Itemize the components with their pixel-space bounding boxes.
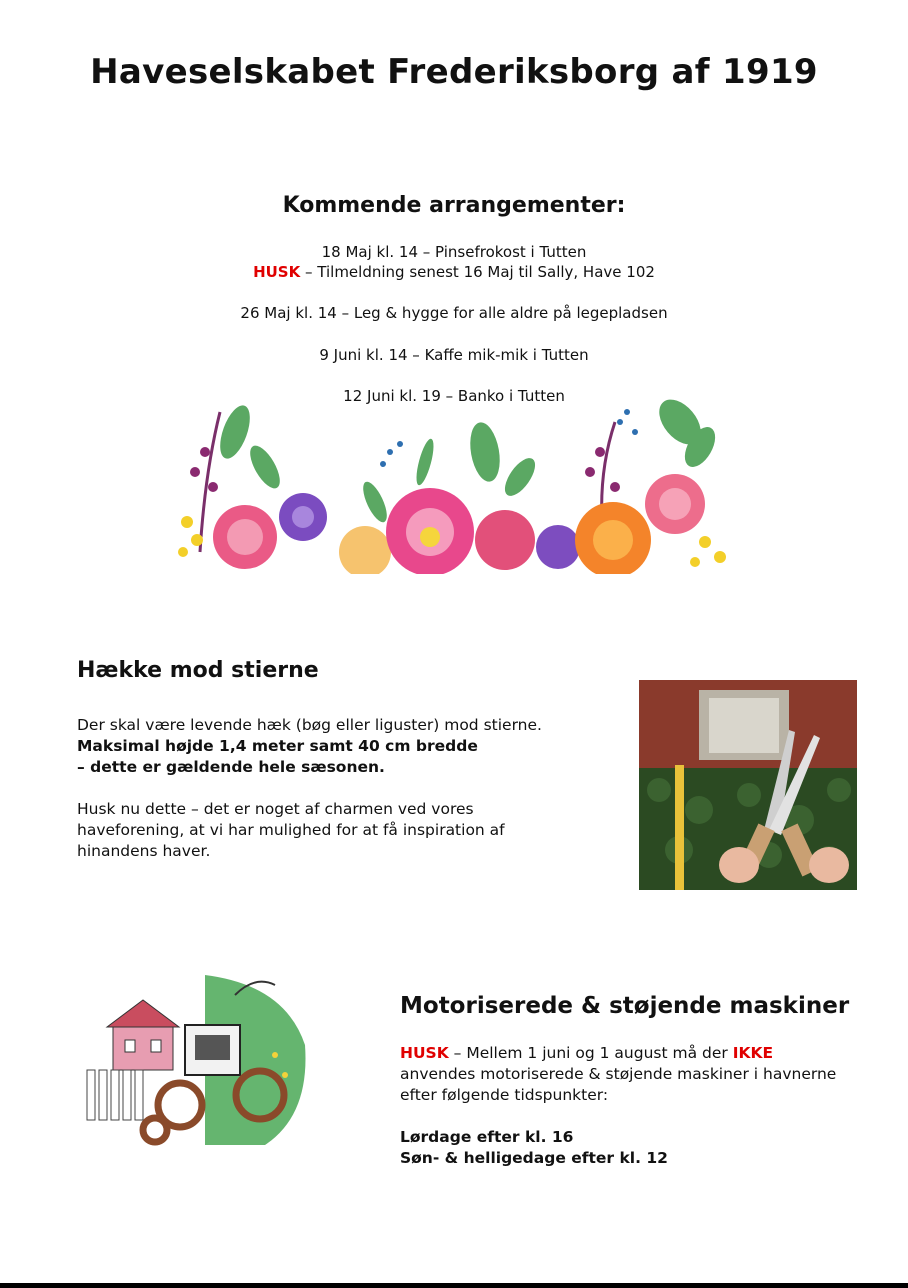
machines-rule-line: anvendes motoriserede & støjende maskiner i havnerne xyxy=(400,1065,837,1083)
hedge-rule-line: Der skal være levende hæk (bøg eller liguster) mod stierne. xyxy=(77,716,542,734)
hedge-reminder-line: Husk nu dette – det er noget af charmen ved vores xyxy=(77,800,474,818)
machines-rule-text: – Mellem 1 juni og 1 august må der xyxy=(448,1044,733,1062)
machines-text-block xyxy=(400,1043,890,1169)
flower-border-illustration xyxy=(175,392,735,574)
event-reminder xyxy=(0,262,908,282)
husk-label: HUSK xyxy=(400,1044,449,1062)
hedge-heading: Hække mod stierne xyxy=(77,658,319,683)
machines-rule-line xyxy=(400,1043,890,1064)
ikke-label: IKKE xyxy=(732,1044,774,1062)
machines-rule-line: efter følgende tidspunkter: xyxy=(400,1086,609,1104)
page-title: Haveselskabet Frederiksborg af 1919 xyxy=(90,52,818,92)
reminder-text: – Tilmeldning senest 16 Maj til Sally, Have 102 xyxy=(300,263,655,281)
event-item: 9 Juni kl. 14 – Kaffe mik-mik i Tutten xyxy=(319,346,589,364)
events-heading: Kommende arrangementer: xyxy=(282,193,626,218)
machines-heading: Motoriserede & støjende maskiner xyxy=(400,993,850,1019)
hedge-season-note: – dette er gældende hele sæsonen. xyxy=(77,758,385,776)
event-item: 26 Maj kl. 14 – Leg & hygge for alle aldre på legepladsen xyxy=(240,304,668,322)
hedge-max-height: Maksimal højde 1,4 meter samt 40 cm bredde xyxy=(77,737,478,755)
husk-label: HUSK xyxy=(253,263,301,281)
lawnmower-cartoon xyxy=(85,955,310,1150)
event-item: 12 Juni kl. 19 – Banko i Tutten xyxy=(343,387,565,405)
hedge-reminder-line: haveforening, at vi har mulighed for at få inspiration af xyxy=(77,821,505,839)
event-item: 18 Maj kl. 14 – Pinsefrokost i Tutten xyxy=(321,243,587,261)
hedge-reminder-line: hinandens haver. xyxy=(77,842,211,860)
sunday-holiday-time: Søn- & helligedage efter kl. 12 xyxy=(400,1149,668,1167)
hedge-shears-photo xyxy=(639,680,857,890)
saturday-time: Lørdage efter kl. 16 xyxy=(400,1128,574,1146)
hedge-text-block xyxy=(77,715,627,862)
bottom-divider xyxy=(0,1283,908,1288)
